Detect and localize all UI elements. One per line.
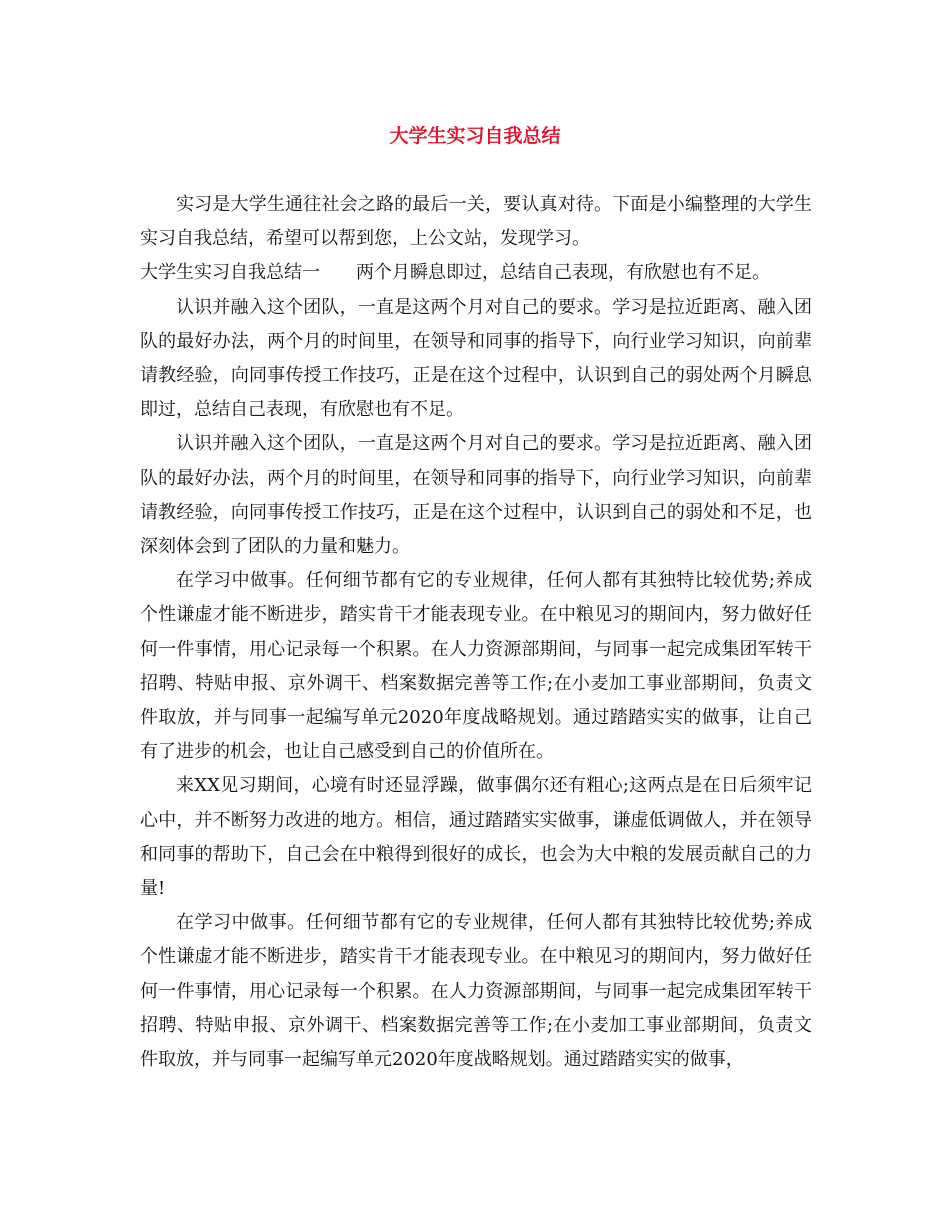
intro-paragraph: 实习是大学生通往社会之路的最后一关，要认真对待。下面是小编整理的大学生实习自我总结，希望可以帮到您，上公文站，发现学习。 — [140, 194, 812, 250]
section-heading: 大学生实习自我总结一 — [140, 262, 320, 284]
section-lead: 两个月瞬息即过，总结自己表现，有欣慰也有不足。 — [356, 262, 770, 284]
body-paragraph: 认识并融入这个团队，一直是这两个月对自己的要求。学习是拉近距离、融入团队的最好办法，两个月的时间里，在领导和同事的指导下，向行业学习知识，向前辈请教经验，向同事传授工作技巧，正是在这个过程中，认识到自己的弱处和不足，也深刻体会到了团队的力量和魅力。 — [140, 433, 812, 558]
body-paragraph: 在学习中做事。任何细节都有它的专业规律，任何人都有其独特比较优势;养成个性谦虚才能不断进步，踏实肯干才能表现专业。在中粮见习的期间内，努力做好任何一件事情，用心记录每一个积累。在人力资源部期间，与同事一起完成集团军转干招聘、特贴申报、京外调干、档案数据完善等工作;在小麦加工事业部期间，负责文件取放，并与同事一起编写单元2020年度战略规划。通过踏踏实实的做事， — [140, 912, 812, 1071]
document-title: 大学生实习自我总结 — [389, 125, 561, 147]
body-paragraph: 认识并融入这个团队，一直是这两个月对自己的要求。学习是拉近距离、融入团队的最好办法，两个月的时间里，在领导和同事的指导下，向行业学习知识，向前辈请教经验，向同事传授工作技巧，正是在这个过程中，认识到自己的弱处两个月瞬息即过，总结自己表现，有欣慰也有不足。 — [140, 296, 812, 421]
body-paragraph: 来XX见习期间，心境有时还显浮躁，做事偶尔还有粗心;这两点是在日后须牢记心中，并不断努力改进的地方。相信，通过踏踏实实做事，谦虚低调做人，并在领导和同事的帮助下，自己会在中粮得到很好的成长，也会为大中粮的发展贡献自己的力量! — [140, 775, 812, 900]
document-body — [140, 188, 812, 1077]
body-paragraph: 在学习中做事。任何细节都有它的专业规律，任何人都有其独特比较优势;养成个性谦虚才能不断进步，踏实肯干才能表现专业。在中粮见习的期间内，努力做好任何一件事情，用心记录每一个积累。在人力资源部期间，与同事一起完成集团军转干招聘、特贴申报、京外调干、档案数据完善等工作;在小麦加工事业部期间，负责文件取放，并与同事一起编写单元2020年度战略规划。通过踏踏实实的做事，让自己有了进步的机会，也让自己感受到自己的价值所在。 — [140, 570, 812, 763]
section-heading-line — [140, 256, 812, 290]
